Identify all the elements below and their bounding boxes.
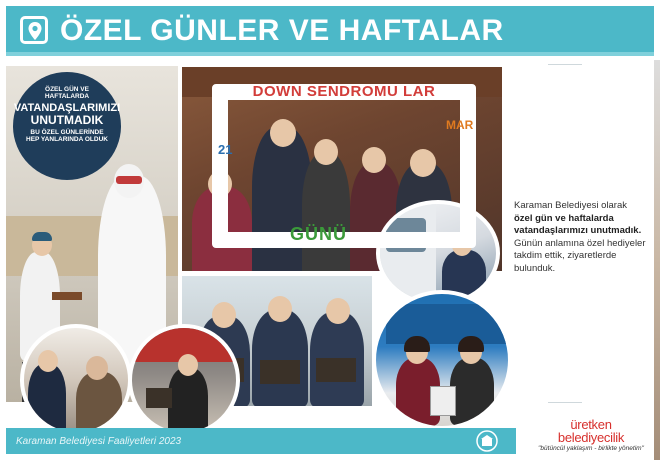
description-highlight: özel gün ve haftalarda vatandaşlarımızı unutmadık. (514, 212, 642, 236)
brand-logo (536, 418, 646, 453)
description-text (514, 200, 654, 275)
divider (548, 64, 582, 65)
photo-two-women-award (372, 290, 512, 430)
description-rest: Günün anlamına özel hediyeler takdim ettik, ziyaretlerde bulunduk. (514, 237, 646, 274)
page-title: ÖZEL GÜNLER VE HAFTALAR (60, 14, 504, 47)
badge-headline: VATANDAŞLARIMIZI (13, 102, 121, 114)
photo-plaque-presentation (128, 324, 240, 436)
page-header (6, 6, 654, 56)
promo-badge (13, 72, 121, 180)
location-pin-icon (20, 16, 48, 44)
brand-line: belediyecilik (557, 430, 625, 445)
sign-frame-left-text: 21 (218, 142, 233, 157)
badge-headline: UNUTMADIK (30, 113, 104, 127)
municipality-logo-icon (476, 430, 498, 452)
sign-frame-top-text: DOWN SENDROMU LAR (252, 83, 436, 100)
photo-elderly-visit (20, 324, 132, 436)
adjacent-page-edge (654, 60, 660, 460)
sign-frame-bottom-text: GÜNÜ (290, 224, 347, 244)
description-intro: Karaman Belediyesi olarak (514, 200, 628, 211)
badge-line: BU ÖZEL GÜNLERİNDE (30, 129, 104, 136)
brand-line: üretken (570, 417, 612, 432)
badge-line: HAFTALARDA (44, 93, 90, 100)
sign-frame-right-text: MAR (446, 118, 474, 132)
badge-line: ÖZEL GÜN VE (45, 86, 89, 93)
badge-line: HEP YANLARINDA OLDUK (26, 136, 108, 143)
footer-text: Karaman Belediyesi Faaliyetleri 2023 (16, 436, 182, 447)
brand-tagline: "bütüncül yaklaşım - birlikte yönetim" (538, 445, 644, 452)
divider (548, 402, 582, 403)
